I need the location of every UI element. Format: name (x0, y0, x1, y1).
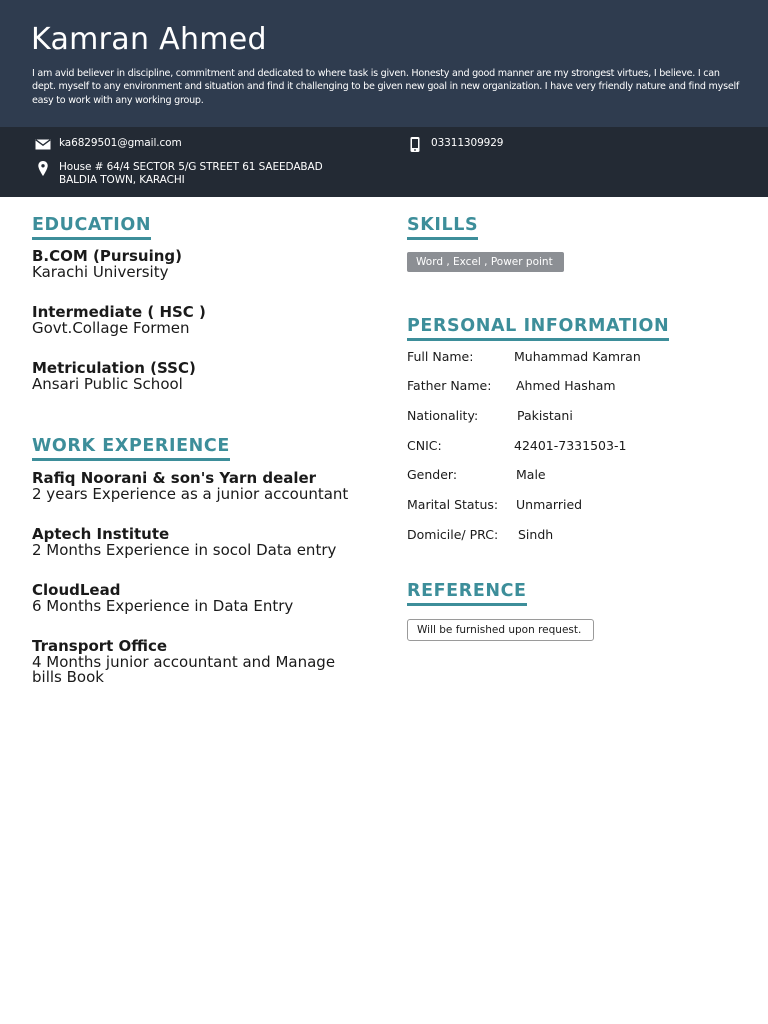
info-value: Unmarried (516, 497, 583, 512)
candidate-name: Kamran Ahmed (31, 22, 267, 57)
education-item (32, 361, 362, 392)
info-label: Full Name: (407, 349, 474, 364)
info-value: Ahmed Hasham (516, 378, 616, 393)
phone-text[interactable]: 03311309929 (431, 137, 504, 149)
reference-box: Will be furnished upon request. (407, 619, 594, 641)
company: Aptech Institute (32, 525, 170, 543)
map-pin-icon (34, 161, 52, 175)
contact-bar (0, 127, 768, 197)
personal-info-row (407, 438, 737, 454)
education-item (32, 305, 362, 336)
email-contact[interactable] (34, 137, 182, 151)
personal-info-heading: PERSONAL INFORMATION (407, 316, 669, 341)
personal-info-row (407, 527, 737, 543)
reference-heading: REFERENCE (407, 581, 527, 606)
work-item (32, 471, 362, 502)
address-line-1: House # 64/4 SECTOR 5/G STREET 61 SAEEDABAD (59, 161, 323, 173)
work-item (32, 583, 362, 614)
info-label: Domicile/ PRC: (407, 527, 499, 542)
resume-header (0, 0, 768, 127)
institute: Karachi University (32, 262, 169, 281)
work-detail: 2 years Experience as a junior accountant (32, 484, 349, 503)
skills-heading: SKILLS (407, 215, 478, 240)
personal-info-row (407, 349, 737, 365)
info-value: 42401-7331503-1 (514, 438, 627, 453)
work-detail: 2 Months Experience in socol Data entry (32, 540, 337, 559)
info-label: Gender: (407, 467, 458, 482)
skills-chip: Word , Excel , Power point (407, 252, 564, 272)
work-experience-heading: WORK EXPERIENCE (32, 436, 230, 461)
info-label: CNIC: (407, 438, 442, 453)
mobile-phone-icon (406, 137, 424, 151)
address-line-2: BALDIA TOWN, KARACHI (59, 173, 185, 186)
work-item (32, 639, 362, 686)
info-label: Nationality: (407, 408, 479, 423)
phone-contact[interactable] (406, 137, 503, 151)
envelope-icon (34, 137, 52, 151)
work-item (32, 527, 362, 558)
personal-info-row (407, 497, 737, 513)
degree: B.COM (Pursuing) (32, 247, 182, 265)
company: Rafiq Noorani & son's Yarn dealer (32, 469, 317, 487)
work-detail: 6 Months Experience in Data Entry (32, 596, 294, 615)
degree: Metriculation (SSC) (32, 359, 196, 377)
info-value: Muhammad Kamran (514, 349, 641, 364)
institute: Govt.Collage Formen (32, 318, 190, 337)
address-contact (34, 161, 323, 186)
profile-summary: I am avid believer in discipline, commitment and dedicated to where task is given. Honesty and good manner are my strongest virtues, I believe. I can dept. myself to any environment and situation and find it challenging to be given new goal in new organization. I have very friendly nature and find myself easy to work with any working group. (32, 68, 740, 106)
personal-info-row (407, 408, 737, 424)
address-text (59, 161, 323, 186)
info-value: Sindh (518, 527, 554, 542)
company: CloudLead (32, 581, 121, 599)
institute: Ansari Public School (32, 374, 183, 393)
company: Transport Office (32, 637, 168, 655)
work-detail: 4 Months junior accountant and Manage bills Book (32, 652, 336, 686)
degree: Intermediate ( HSC ) (32, 303, 206, 321)
personal-info-row (407, 378, 737, 394)
info-value: Male (516, 467, 546, 482)
education-item (32, 249, 362, 280)
education-heading: EDUCATION (32, 215, 151, 240)
info-label: Father Name: (407, 378, 492, 393)
info-label: Marital Status: (407, 497, 499, 512)
personal-info-row (407, 467, 737, 483)
email-text[interactable]: ka6829501@gmail.com (59, 137, 182, 149)
info-value: Pakistani (517, 408, 573, 423)
